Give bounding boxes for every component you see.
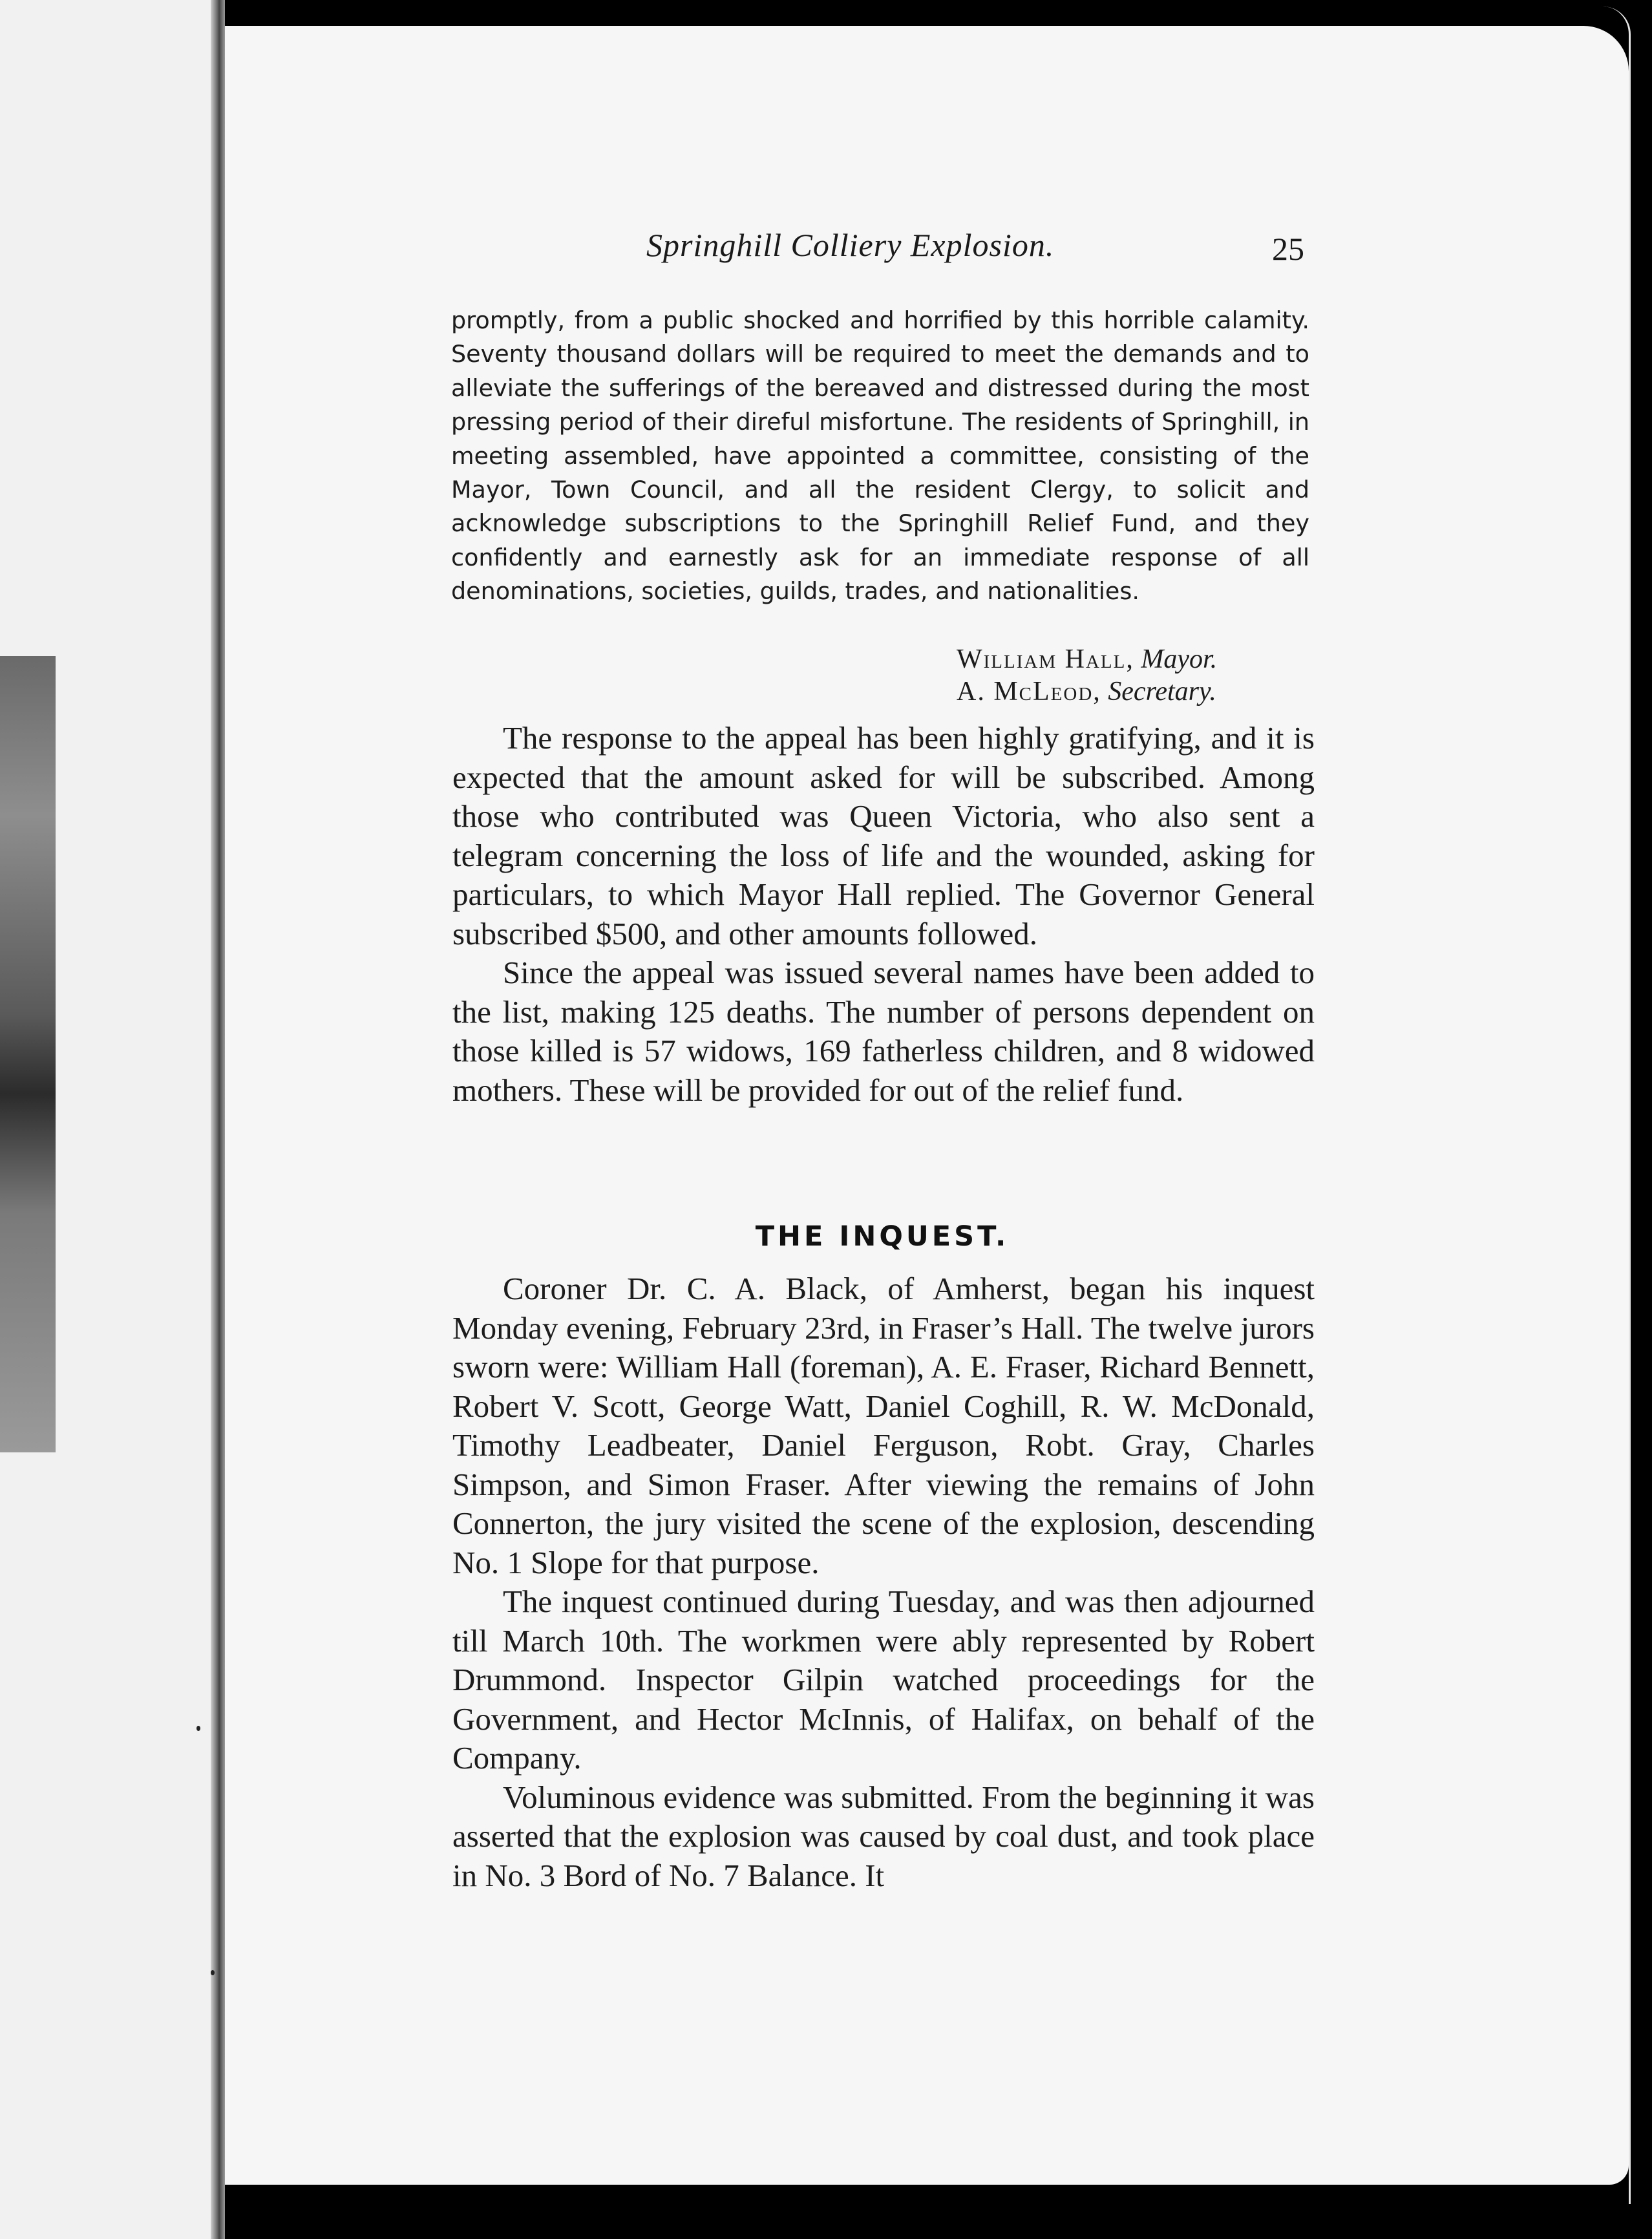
margin-speck: [211, 1970, 215, 1975]
signature-mayor: [957, 644, 1318, 675]
paragraph-adjourned: The inquest continued during Tuesday, and was then adjourned till March 10th. The workmen were ably represented by Robert Drummond. Inspector Gilpin watched proceedings for the Government, and Hector McInnis, of Halifax, on behalf of the Company.: [452, 1584, 1315, 1776]
section-heading-inquest: THE INQUEST.: [755, 1220, 1010, 1253]
paragraph-coroner: Coroner Dr. C. A. Black, of Amherst, began his inquest Monday evening, February 23rd, in Fraser’s Hall. The twelve jurors sworn were: William Hall (foreman), A. E. Fraser, Richard Bennett, Robert V. Scott, George Watt, Daniel Coghill, R. W. McDonald, Timothy Leadbeater, Daniel Ferguson, Robt. Gray, Charles Simpson, and Simon Fraser. After viewing the remains of John Connerton, the jury visited the scene of the explosion, descending No. 1 Slope for that purpose.: [452, 1271, 1315, 1580]
left-page: [0, 0, 223, 2239]
signature-title: Mayor.: [1141, 644, 1218, 674]
appeal-text-block: [451, 304, 1309, 609]
signature-title: Secretary.: [1108, 677, 1216, 706]
paragraph-evidence: Voluminous evidence was submitted. From the beginning it was asserted that the explosion was caused by coal dust, and took place in No. 3 Bord of No. 7 Balance. It: [452, 1779, 1315, 1893]
signature-name: A. McLeod,: [957, 677, 1101, 706]
running-head: Springhill Colliery Explosion.: [646, 227, 1055, 263]
appeal-paragraph: promptly, from a public shocked and horrified by this horrible calamity. Seventy thousand dollars will be required to meet the demands and to alleviate the sufferings of the bereaved and distressed during the most pressing period of their direful misfortune. The residents of Springhill, in meeting assembled, have appointed a committee, consisting of the Mayor, Town Council, and all the resident Clergy, to solicit and acknowledge subscriptions to the Springhill Relief Fund, and they confidently and earnestly ask for an immediate response of all denominations, societies, guilds, trades, and nationalities.: [451, 306, 1309, 606]
book-spine: [211, 0, 225, 2239]
signature-secretary: [957, 676, 1318, 707]
signature-name: William Hall,: [957, 644, 1134, 674]
body-text-inquest: [452, 1269, 1315, 1895]
page-number: 25: [1272, 231, 1304, 267]
page-edge: [1603, 6, 1631, 2204]
paragraph-response: The response to the appeal has been highly gratifying, and it is expected that the amount asked for will be subscribed. Among those who contributed was Queen Victoria, who also sent a telegram concerning the loss of life and the wounded, asking for particulars, to which Mayor Hall replied. The Governor General subscribed $500, and other amounts followed.: [452, 720, 1315, 951]
left-page-photograph: [0, 656, 56, 1452]
margin-speck: [196, 1726, 200, 1731]
body-text-upper: [452, 719, 1315, 1110]
paragraph-deaths: Since the appeal was issued several names have been added to the list, making 125 deaths. The number of persons dependent on those killed is 57 widows, 169 fatherless children, and 8 widowed mothers. These will be provided for out of the relief fund.: [452, 955, 1315, 1108]
